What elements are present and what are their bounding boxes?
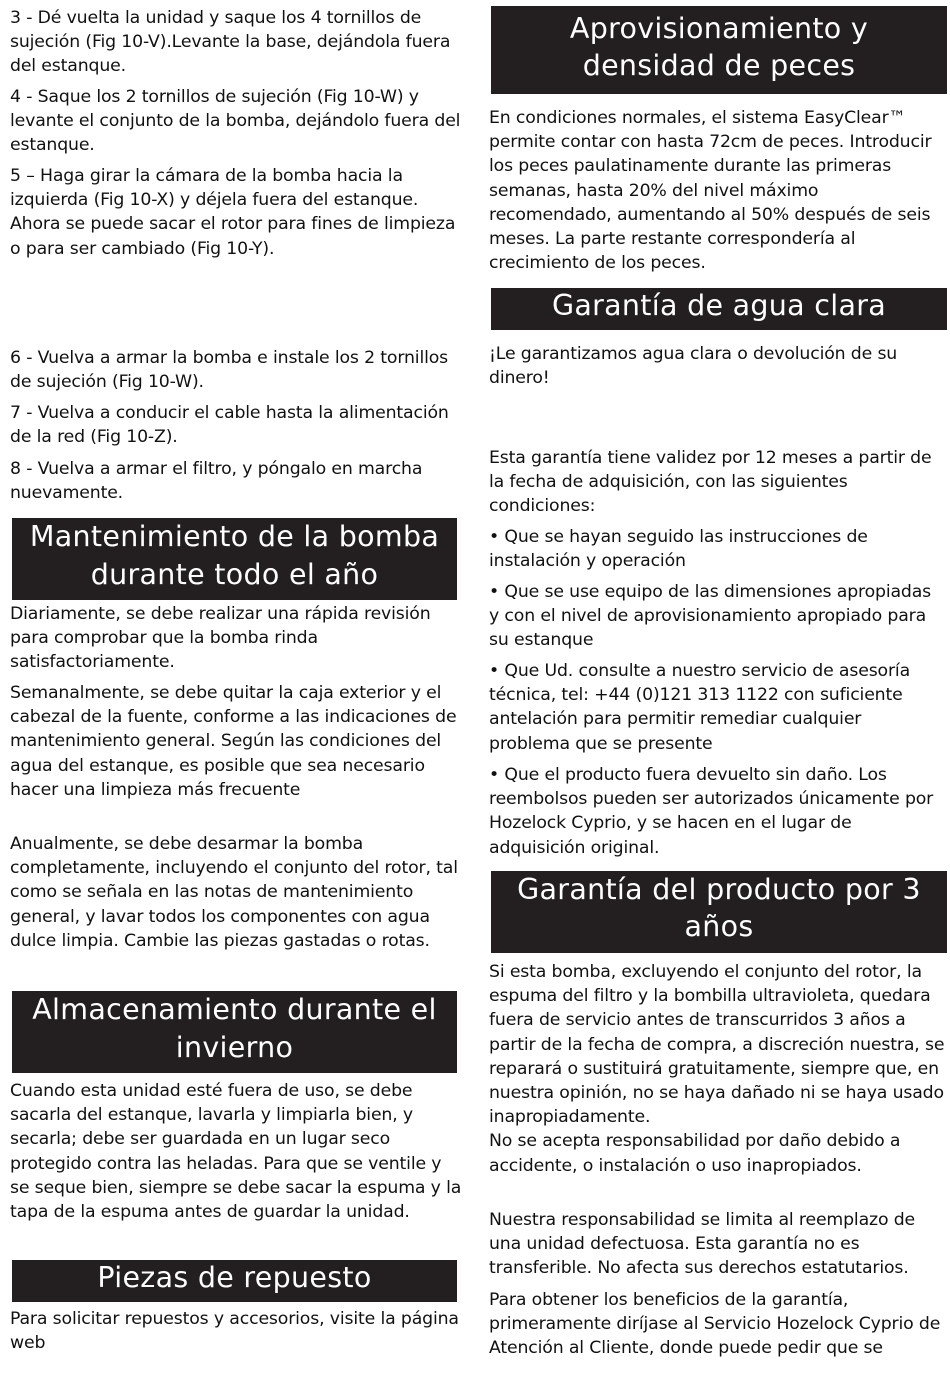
stocking-heading xyxy=(491,6,947,94)
product-guarantee-heading xyxy=(491,871,947,953)
clear-water-heading xyxy=(491,288,947,330)
spares-heading xyxy=(12,1260,457,1302)
step-4: 4 - Saque los 2 tornillos de sujeción (Fig 10-W) y levante el conjunto de la bomba, dejándolo fuera del estanque. xyxy=(10,87,461,156)
condition-3: • Que Ud. consulte a nuestro servicio de asesoría técnica, tel: +44 (0)121 313 1122 con suficiente antelación para permitir remediar cualquier problema que se presente xyxy=(489,661,911,754)
step-3: 3 - Dé vuelta la unidad y saque los 4 tornillos de sujeción (Fig 10-V).Levante la base, dejándola fuera del estanque. xyxy=(10,8,451,77)
claim-text: Para obtener los beneficios de la garantía, primeramente diríjase al Servicio Hozelock Cyprio de Atención al Cliente, donde puede pedir que se xyxy=(489,1290,941,1359)
stocking-heading-text: Aprovisionamiento y densidad de peces xyxy=(569,12,869,82)
condition-1: • Que se hayan seguido las instrucciones de instalación y operación xyxy=(489,527,868,572)
step-5: 5 – Haga girar la cámara de la bomba hacia la izquierda (Fig 10-X) y déjela fuera del estanque. Ahora se puede sacar el rotor para fines de limpieza o para ser cambiado (Fig 10-Y). xyxy=(10,166,456,259)
maintenance-weekly: Semanalmente, se debe quitar la caja exterior y el cabezal de la fuente, conforme a las indicaciones de mantenimiento general. Según las condiciones del agua del estanque, es posible que sea necesario hacer una limpieza más frecuente xyxy=(10,683,457,800)
maintenance-annual: Anualmente, se debe desarmar la bomba completamente, incluyendo el conjunto del rotor, tal como se señala en las notas de mantenimiento general, y lavar todos los componentes con agua dulce limpia. Cambie las piezas gastadas o rotas. xyxy=(10,834,458,951)
liability-text: Nuestra responsabilidad se limita al reemplazo de una unidad defectuosa. Esta garantía no es transferible. No afecta sus derechos estatutarios. xyxy=(489,1210,916,1279)
maintenance-heading xyxy=(12,518,457,600)
storage-text: Cuando esta unidad esté fuera de uso, se debe sacarla del estanque, lavarla y limpiarla bien, y secarla; debe ser guardada en un lugar seco protegido contra las heladas. Para que se ventile y se seque bien, siempre se debe sacar la espuma y la tapa de la espuma antes de guardar la unidad. xyxy=(10,1081,462,1223)
storage-heading-text: Almacenamiento durante el invierno xyxy=(32,993,437,1064)
validity-text: Esta garantía tiene validez por 12 meses a partir de la fecha de adquisición, con las siguientes condiciones: xyxy=(489,448,932,517)
condition-2: • Que se use equipo de las dimensiones apropiadas y con el nivel de aprovisionamiento apropiado para su estanque xyxy=(489,582,932,651)
spares-text: Para solicitar repuestos y accesorios, visite la página web xyxy=(10,1309,459,1354)
step-6: 6 - Vuelva a armar la bomba e instale los 2 tornillos de sujeción (Fig 10-W). xyxy=(10,348,449,393)
maintenance-daily: Diariamente, se debe realizar una rápida revisión para comprobar que la bomba rinda satisfactoriamente. xyxy=(10,604,431,673)
clear-water-heading-text: Garantía de agua clara xyxy=(551,289,887,322)
step-7: 7 - Vuelva a conducir el cable hasta la alimentación de la red (Fig 10-Z). xyxy=(10,403,449,448)
stocking-text: En condiciones normales, el sistema EasyClear™ permite contar con hasta 72cm de peces. Introducir los peces paulatinamente durante las primeras semanas, hasta 20% del nivel máximo recomendado, aumentando al 50% después de seis meses. La parte restante correspondería al crecimiento de los peces. xyxy=(489,108,932,274)
spares-heading-text: Piezas de repuesto xyxy=(97,1261,372,1294)
product-guarantee-heading-text: Garantía del producto por 3 años xyxy=(517,873,921,943)
condition-4: • Que el producto fuera devuelto sin daño. Los reembolsos pueden ser autorizados únicamente por Hozelock Cyprio, y se hacen en el lugar de adquisición original. xyxy=(489,765,934,858)
storage-heading xyxy=(12,991,457,1073)
step-8: 8 - Vuelva a armar el filtro, y póngalo en marcha nuevamente. xyxy=(10,459,423,504)
clear-water-text: ¡Le garantizamos agua clara o devolución de su dinero! xyxy=(489,344,898,389)
maintenance-heading-text: Mantenimiento de la bomba durante todo el año xyxy=(29,520,440,591)
product-guarantee-text: Si esta bomba, excluyendo el conjunto del rotor, la espuma del filtro y la bombilla ultravioleta, quedara fuera de servicio antes de transcurridos 3 años a partir de la fecha de compra, a discreción nuestra, se reparará o sustituirá gratuitamente, siempre que, en nuestra opinión, no se haya dañado ni se haya usado inapropiadamente. No se acepta responsabilidad por daño debido a accidente, o instalación o uso inapropiados. xyxy=(489,962,945,1176)
